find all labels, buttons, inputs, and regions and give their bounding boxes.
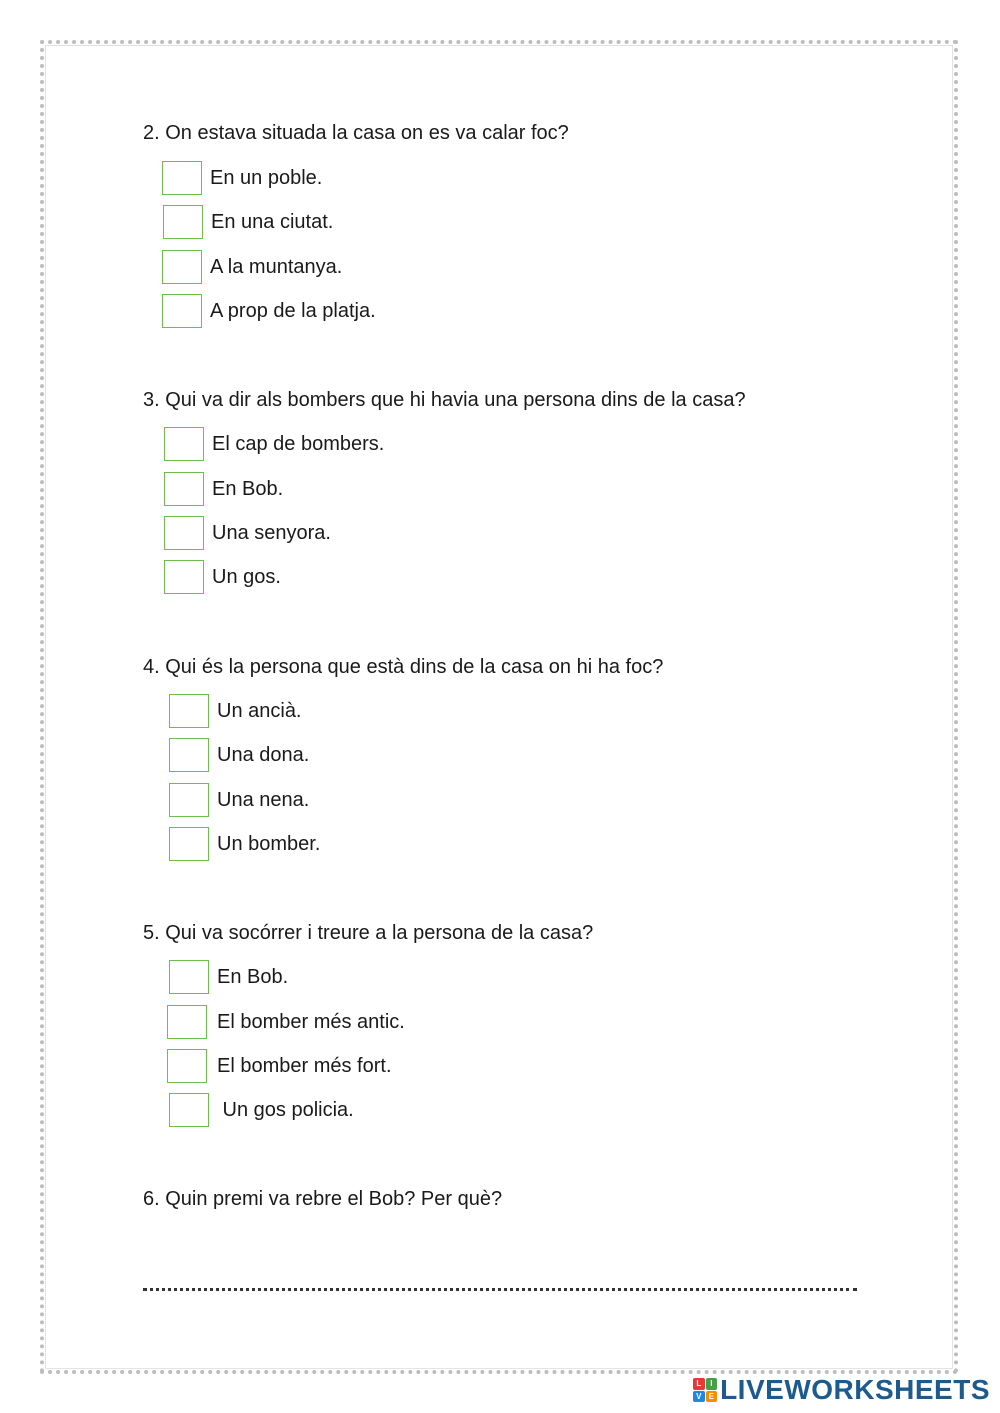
option-label: Un gos policia.: [217, 1099, 354, 1121]
option-q4-4[interactable]: [169, 826, 320, 862]
checkbox[interactable]: [164, 427, 204, 461]
option-q2-2[interactable]: [163, 204, 333, 240]
option-q2-1[interactable]: [162, 160, 322, 196]
liveworksheets-brand: [693, 1373, 990, 1407]
option-q5-4[interactable]: [169, 1092, 354, 1128]
logo-tile-e: E: [706, 1391, 718, 1403]
checkbox[interactable]: [167, 1005, 207, 1039]
option-label: A la muntanya.: [210, 256, 343, 278]
option-label: Una senyora.: [212, 522, 331, 544]
checkbox[interactable]: [169, 1093, 209, 1127]
question-3: 3. Qui va dir als bombers que hi havia una persona dins de la casa?: [143, 389, 746, 411]
checkbox[interactable]: [164, 516, 204, 550]
option-q5-1[interactable]: [169, 959, 288, 995]
option-q4-3[interactable]: [169, 782, 309, 818]
option-q5-2[interactable]: [167, 1004, 405, 1040]
option-q3-1[interactable]: [164, 426, 384, 462]
option-label: En Bob.: [212, 478, 284, 500]
option-label: En una ciutat.: [211, 211, 334, 233]
question-6: 6. Quin premi va rebre el Bob? Per què?: [143, 1188, 503, 1210]
option-q3-2[interactable]: [164, 471, 283, 507]
option-label: El bomber més fort.: [217, 1055, 392, 1077]
option-label: Una nena.: [217, 789, 310, 811]
answer-line-input[interactable]: [143, 1262, 857, 1291]
option-q4-2[interactable]: [169, 737, 309, 773]
logo-tile-v: V: [693, 1391, 705, 1403]
option-q5-3[interactable]: [167, 1048, 392, 1084]
checkbox[interactable]: [163, 205, 203, 239]
option-label: A prop de la platja.: [210, 300, 376, 322]
checkbox[interactable]: [169, 738, 209, 772]
option-label: En un poble.: [210, 167, 323, 189]
question-5: 5. Qui va socórrer i treure a la persona de la casa?: [143, 922, 594, 944]
logo-tile-l: L: [693, 1378, 705, 1390]
checkbox[interactable]: [169, 694, 209, 728]
question-4: 4. Qui és la persona que està dins de la casa on hi ha foc?: [143, 656, 664, 678]
brand-text: LIVEWORKSHEETS: [720, 1374, 990, 1405]
option-label: Un gos.: [212, 566, 281, 588]
checkbox[interactable]: [169, 960, 209, 994]
option-q2-3[interactable]: [162, 249, 342, 285]
checkbox[interactable]: [169, 827, 209, 861]
checkbox[interactable]: [162, 161, 202, 195]
option-label: Una dona.: [217, 744, 310, 766]
question-2: 2. On estava situada la casa on es va calar foc?: [143, 122, 569, 144]
option-label: Un bomber.: [217, 833, 321, 855]
option-label: El bomber més antic.: [217, 1011, 405, 1033]
checkbox[interactable]: [164, 560, 204, 594]
checkbox[interactable]: [169, 783, 209, 817]
checkbox[interactable]: [164, 472, 204, 506]
option-label: El cap de bombers.: [212, 433, 385, 455]
option-q3-4[interactable]: [164, 559, 281, 595]
option-q2-4[interactable]: [162, 293, 376, 329]
checkbox[interactable]: [162, 294, 202, 328]
option-q3-3[interactable]: [164, 515, 331, 551]
logo-tile-i: I: [706, 1378, 718, 1390]
checkbox[interactable]: [167, 1049, 207, 1083]
liveworksheets-logo-icon: [693, 1378, 717, 1402]
option-label: Un ancià.: [217, 700, 302, 722]
option-q4-1[interactable]: [169, 693, 302, 729]
checkbox[interactable]: [162, 250, 202, 284]
option-label: En Bob.: [217, 966, 289, 988]
